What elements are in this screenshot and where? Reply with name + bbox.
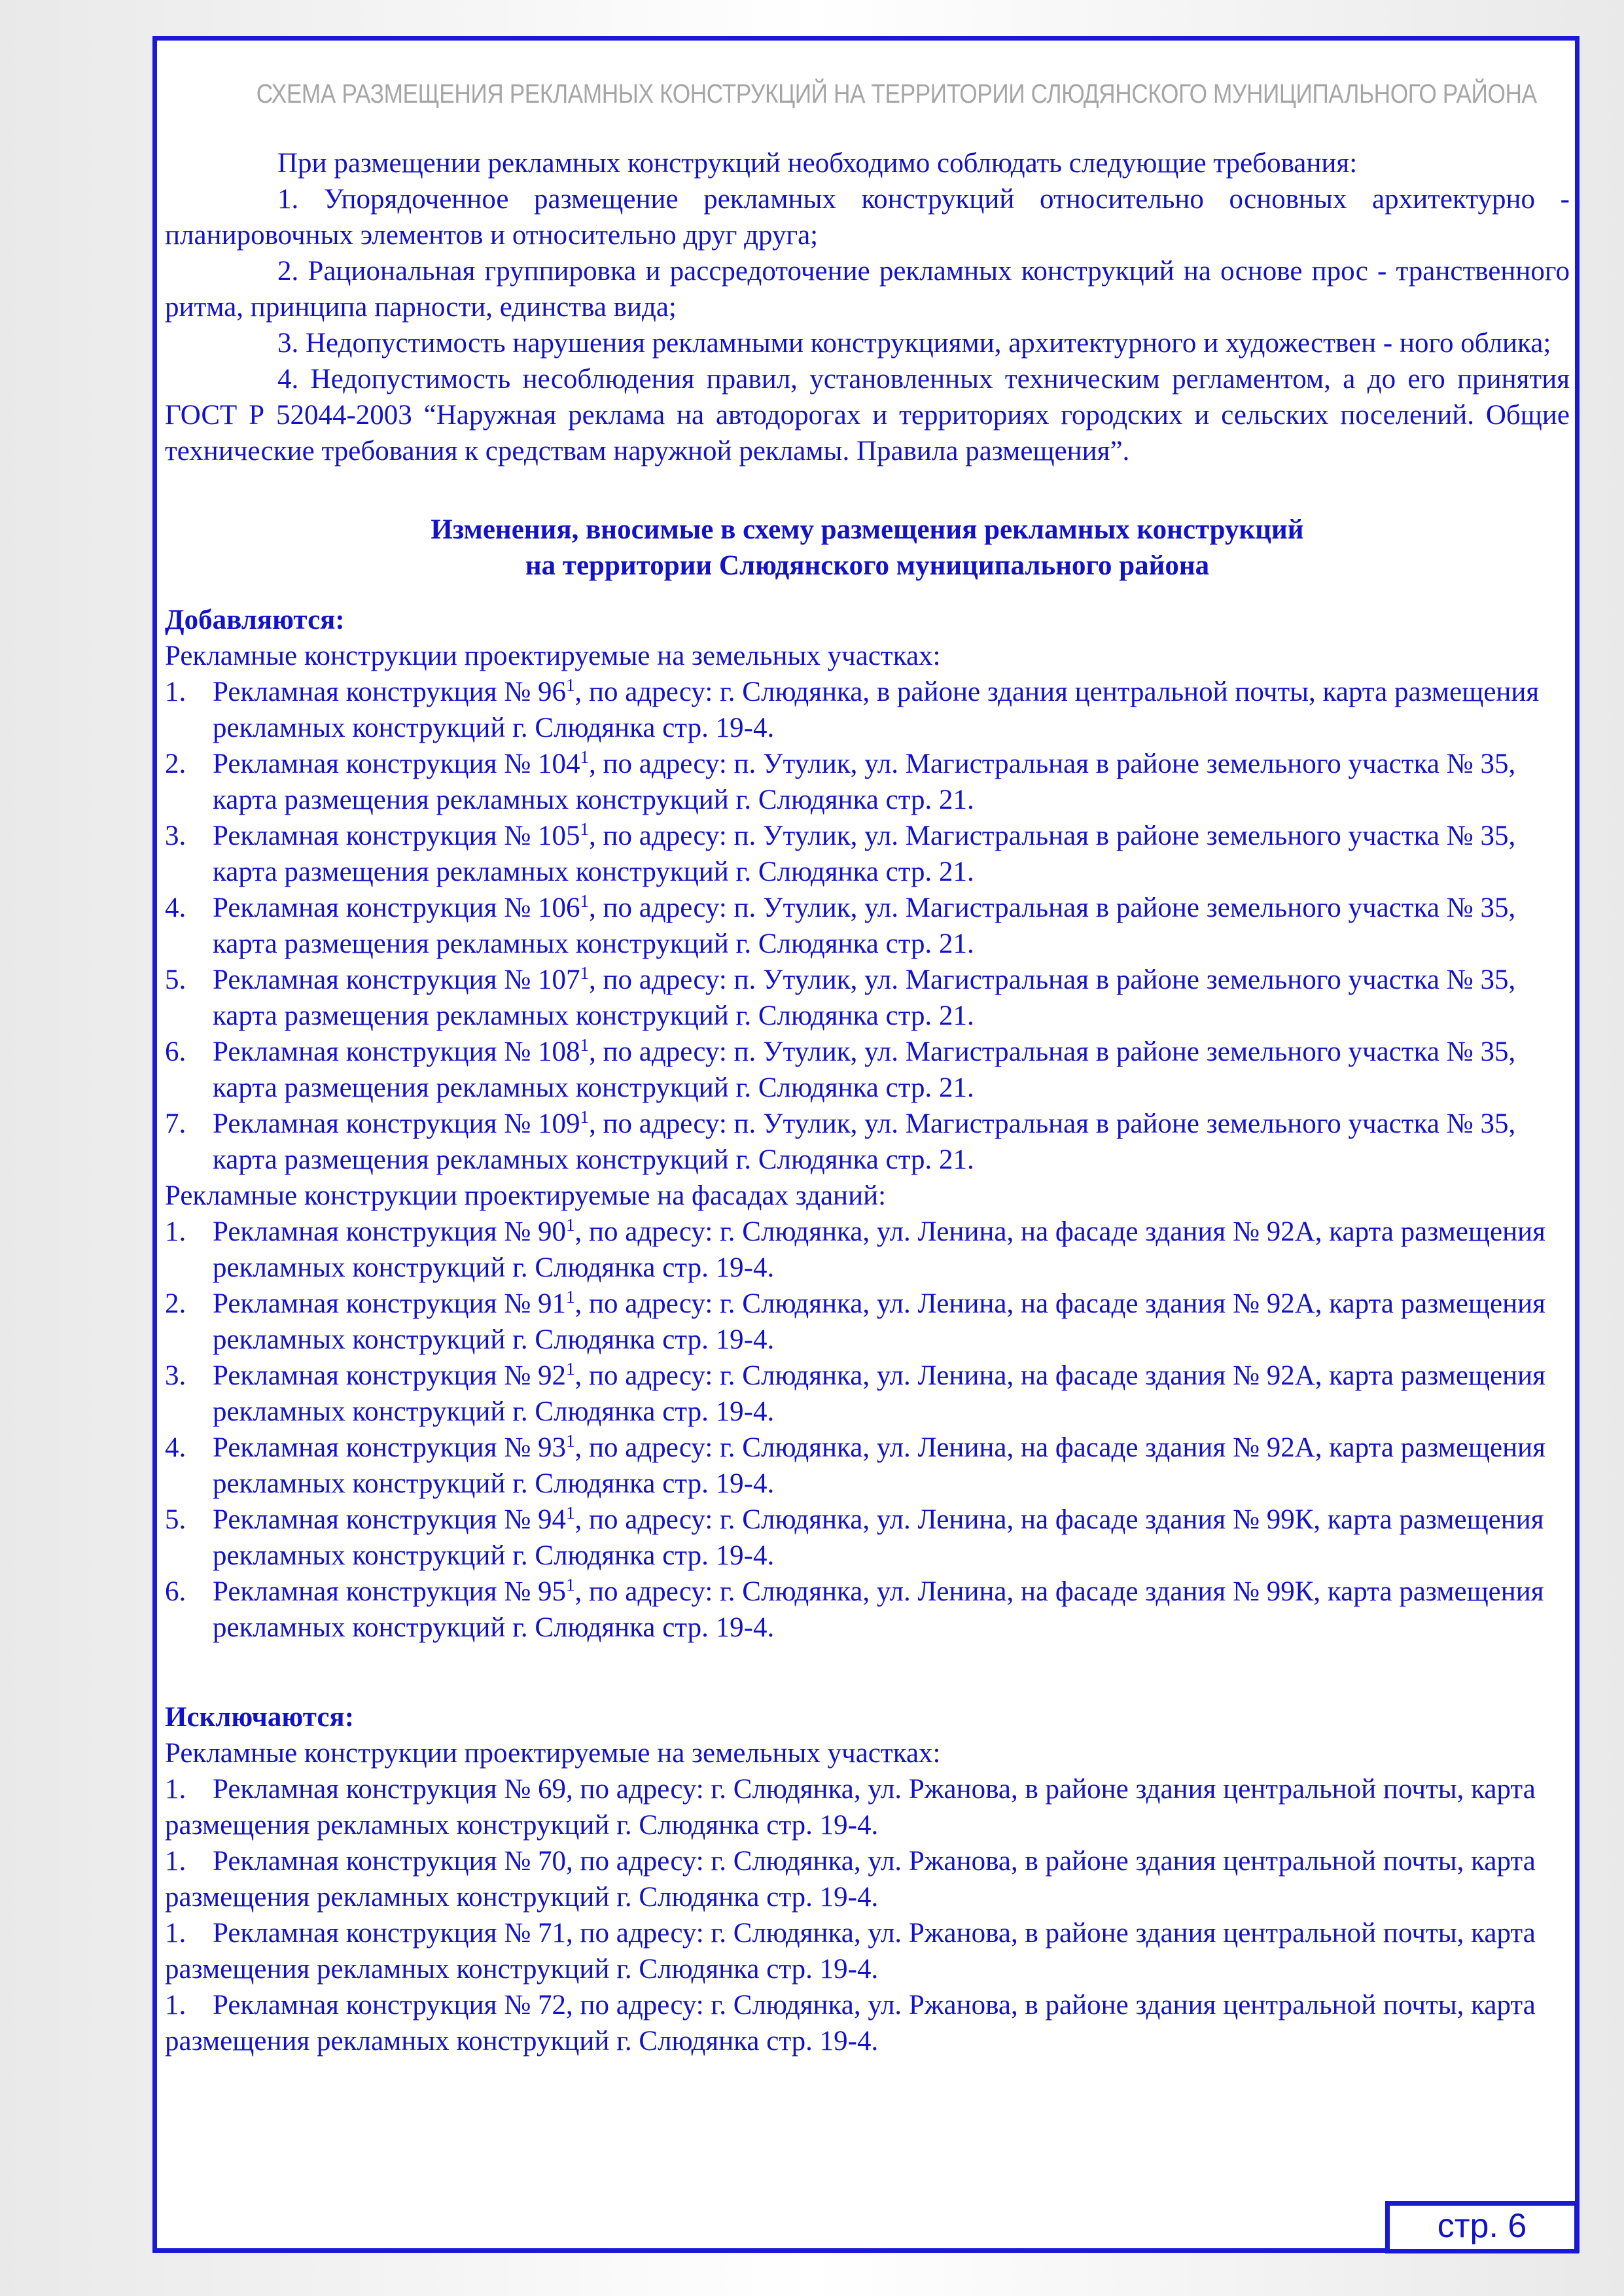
list-item <box>165 1214 1570 1286</box>
added-facade-list <box>165 1214 1570 1646</box>
list-item <box>165 1358 1570 1430</box>
excluded-item-text: Рекламная конструкция № 71, по адресу: г. Слюдянка, ул. Ржанова, в районе здания центральной почты, карта размещения рекламных конструкций г. Слюдянка стр. 19-4. <box>165 1918 1536 1985</box>
excluded-item-number: 1. <box>165 1990 186 2021</box>
list-item-superscript: 1 <box>580 819 589 839</box>
added-land-list <box>165 674 1570 1178</box>
list-item-superscript: 1 <box>565 1287 575 1307</box>
excluded-item <box>165 1915 1570 1987</box>
excluded-item-text: Рекламная конструкция № 70, по адресу: г. Слюдянка, ул. Ржанова, в районе здания центральной почты, карта размещения рекламных конструкций г. Слюдянка стр. 19-4. <box>165 1846 1536 1913</box>
excluded-item <box>165 1771 1570 1843</box>
list-item-number: 6. <box>165 1036 186 1067</box>
page-number-box <box>1385 2201 1579 2253</box>
list-item-address: , по адресу: г. Слюдянка, ул. Ленина, на фасаде здания № 92А, карта размещения рекламных конструкций г. Слюдянка стр. 19-4. <box>213 1360 1545 1427</box>
list-item-number: 5. <box>165 1504 186 1535</box>
excluded-land-heading: Рекламные конструкции проектируемые на земельных участках: <box>165 1738 941 1769</box>
list-item-number: 3. <box>165 1360 186 1391</box>
list-item-superscript: 1 <box>580 891 589 911</box>
list-item-superscript: 1 <box>565 675 575 695</box>
list-item-number: 1. <box>165 1216 186 1247</box>
excluded-heading: Исключаются: <box>165 1702 355 1733</box>
list-item-text: Рекламная конструкция № 93 <box>213 1432 566 1463</box>
list-item-text: Рекламная конструкция № 109 <box>213 1108 580 1139</box>
excluded-item-number: 1. <box>165 1846 186 1877</box>
excluded-item-text: Рекламная конструкция № 69, по адресу: г. Слюдянка, ул. Ржанова, в районе здания центральной почты, карта размещения рекламных конструкций г. Слюдянка стр. 19-4. <box>165 1774 1536 1841</box>
added-land-heading: Рекламные конструкции проектируемые на земельных участках: <box>165 641 941 671</box>
list-item-address: , по адресу: г. Слюдянка, в районе здания центральной почты, карта размещения рекламных конструкций г. Слюдянка стр. 19-4. <box>213 677 1540 743</box>
list-item-address: , по адресу: г. Слюдянка, ул. Ленина, на фасаде здания № 99К, карта размещения рекламных конструкций г. Слюдянка стр. 19-4. <box>213 1504 1544 1571</box>
changes-title <box>165 512 1570 584</box>
list-item-text: Рекламная конструкция № 108 <box>213 1036 580 1067</box>
list-item <box>165 1034 1570 1106</box>
list-item-superscript: 1 <box>565 1215 575 1235</box>
list-item <box>165 818 1570 890</box>
requirement-1: 1. Упорядоченное размещение рекламных конструкций относительно основных архитектурно - планировочных элементов и относительно друг друга; <box>165 184 1570 251</box>
list-item-superscript: 1 <box>565 1359 575 1379</box>
list-item <box>165 674 1570 746</box>
excluded-item <box>165 1843 1570 1915</box>
document-body <box>165 145 1570 2059</box>
requirements-lead: При размещении рекламных конструкций необходимо соблюдать следующие требования: <box>277 148 1358 179</box>
list-item-superscript: 1 <box>565 1431 575 1451</box>
list-item-superscript: 1 <box>565 1503 575 1523</box>
excluded-list <box>165 1771 1570 2059</box>
excluded-item-number: 1. <box>165 1918 186 1949</box>
list-item-address: , по адресу: п. Утулик, ул. Магистральная в районе земельного участка № 35, карта размещения рекламных конструкций г. Слюдянка стр. 21. <box>213 892 1516 959</box>
list-item-number: 4. <box>165 892 186 923</box>
list-item-text: Рекламная конструкция № 104 <box>213 749 580 779</box>
list-item-address: , по адресу: г. Слюдянка, ул. Ленина, на фасаде здания № 92А, карта размещения рекламных конструкций г. Слюдянка стр. 19-4. <box>213 1216 1545 1283</box>
list-item-superscript: 1 <box>565 1575 575 1595</box>
list-item-address: , по адресу: п. Утулик, ул. Магистральная в районе земельного участка № 35, карта размещения рекламных конструкций г. Слюдянка стр. 21. <box>213 749 1516 815</box>
list-item-address: , по адресу: п. Утулик, ул. Магистральная в районе земельного участка № 35, карта размещения рекламных конструкций г. Слюдянка стр. 21. <box>213 821 1516 887</box>
list-item-number: 3. <box>165 821 186 851</box>
list-item-text: Рекламная конструкция № 96 <box>213 677 566 707</box>
list-item <box>165 1106 1570 1178</box>
list-item <box>165 1574 1570 1646</box>
list-item-text: Рекламная конструкция № 106 <box>213 892 580 923</box>
requirement-3: 3. Недопустимость нарушения рекламными конструкциями, архитектурного и художествен - ного облика; <box>277 328 1551 359</box>
requirement-2: 2. Рациональная группировка и рассредоточение рекламных конструкций на основе прос - транственного ритма, принципа парности, единства вида; <box>165 256 1570 323</box>
list-item-address: , по адресу: г. Слюдянка, ул. Ленина, на фасаде здания № 92А, карта размещения рекламных конструкций г. Слюдянка стр. 19-4. <box>213 1432 1545 1499</box>
list-item-number: 6. <box>165 1576 186 1607</box>
list-item <box>165 1430 1570 1502</box>
list-item <box>165 890 1570 962</box>
page-number: стр. 6 <box>1437 2207 1527 2245</box>
list-item-text: Рекламная конструкция № 105 <box>213 821 580 851</box>
list-item-superscript: 1 <box>580 747 589 767</box>
list-item-address: , по адресу: п. Утулик, ул. Магистральная в районе земельного участка № 35, карта размещения рекламных конструкций г. Слюдянка стр. 21. <box>213 964 1516 1031</box>
list-item-text: Рекламная конструкция № 94 <box>213 1504 566 1535</box>
list-item-text: Рекламная конструкция № 107 <box>213 964 580 995</box>
excluded-item-text: Рекламная конструкция № 72, по адресу: г. Слюдянка, ул. Ржанова, в районе здания центральной почты, карта размещения рекламных конструкций г. Слюдянка стр. 19-4. <box>165 1990 1536 2057</box>
list-item-address: , по адресу: г. Слюдянка, ул. Ленина, на фасаде здания № 92А, карта размещения рекламных конструкций г. Слюдянка стр. 19-4. <box>213 1288 1545 1355</box>
list-item-superscript: 1 <box>580 963 589 983</box>
page-header: СХЕМА РАЗМЕЩЕНИЯ РЕКЛАМНЫХ КОНСТРУКЦИЙ НА ТЕРРИТОРИИ СЛЮДЯНСКОГО МУНИЦИПАЛЬНОГО РАЙОНА <box>256 79 1537 109</box>
list-item-address: , по адресу: п. Утулик, ул. Магистральная в районе земельного участка № 35, карта размещения рекламных конструкций г. Слюдянка стр. 21. <box>213 1036 1516 1103</box>
list-item-text: Рекламная конструкция № 91 <box>213 1288 566 1319</box>
list-item-text: Рекламная конструкция № 95 <box>213 1576 566 1607</box>
list-item-number: 2. <box>165 1288 186 1319</box>
list-item-text: Рекламная конструкция № 92 <box>213 1360 566 1391</box>
list-item-superscript: 1 <box>580 1107 589 1127</box>
excluded-item <box>165 1987 1570 2059</box>
changes-title-line-2: на территории Слюдянского муниципального района <box>525 550 1210 581</box>
list-item-number: 5. <box>165 964 186 995</box>
list-item-number: 4. <box>165 1432 186 1463</box>
requirements-section <box>165 145 1570 469</box>
requirement-4: 4. Недопустимость несоблюдения правил, установленных техническим регламентом, а до его принятия ГОСТ Р 52044-2003 “Наружная реклама на автодорогах и территориях городских и сельских поселений. Общие технические требования к средствам наружной рекламы. Правила размещения”. <box>165 364 1570 467</box>
changes-title-line-1: Изменения, вносимые в схему размещения рекламных конструкций <box>431 514 1304 545</box>
list-item-number: 7. <box>165 1108 186 1139</box>
list-item <box>165 1286 1570 1358</box>
excluded-item-number: 1. <box>165 1774 186 1805</box>
list-item-number: 2. <box>165 749 186 779</box>
list-item <box>165 746 1570 818</box>
list-item-superscript: 1 <box>580 1035 589 1055</box>
list-item-address: , по адресу: п. Утулик, ул. Магистральная в районе земельного участка № 35, карта размещения рекламных конструкций г. Слюдянка стр. 21. <box>213 1108 1516 1175</box>
document-frame <box>152 36 1580 2253</box>
added-heading: Добавляются: <box>165 605 345 635</box>
list-item <box>165 1502 1570 1574</box>
list-item <box>165 962 1570 1034</box>
list-item-address: , по адресу: г. Слюдянка, ул. Ленина, на фасаде здания № 99К, карта размещения рекламных конструкций г. Слюдянка стр. 19-4. <box>213 1576 1544 1643</box>
list-item-number: 1. <box>165 677 186 707</box>
list-item-text: Рекламная конструкция № 90 <box>213 1216 566 1247</box>
added-facade-heading: Рекламные конструкции проектируемые на фасадах зданий: <box>165 1180 887 1211</box>
